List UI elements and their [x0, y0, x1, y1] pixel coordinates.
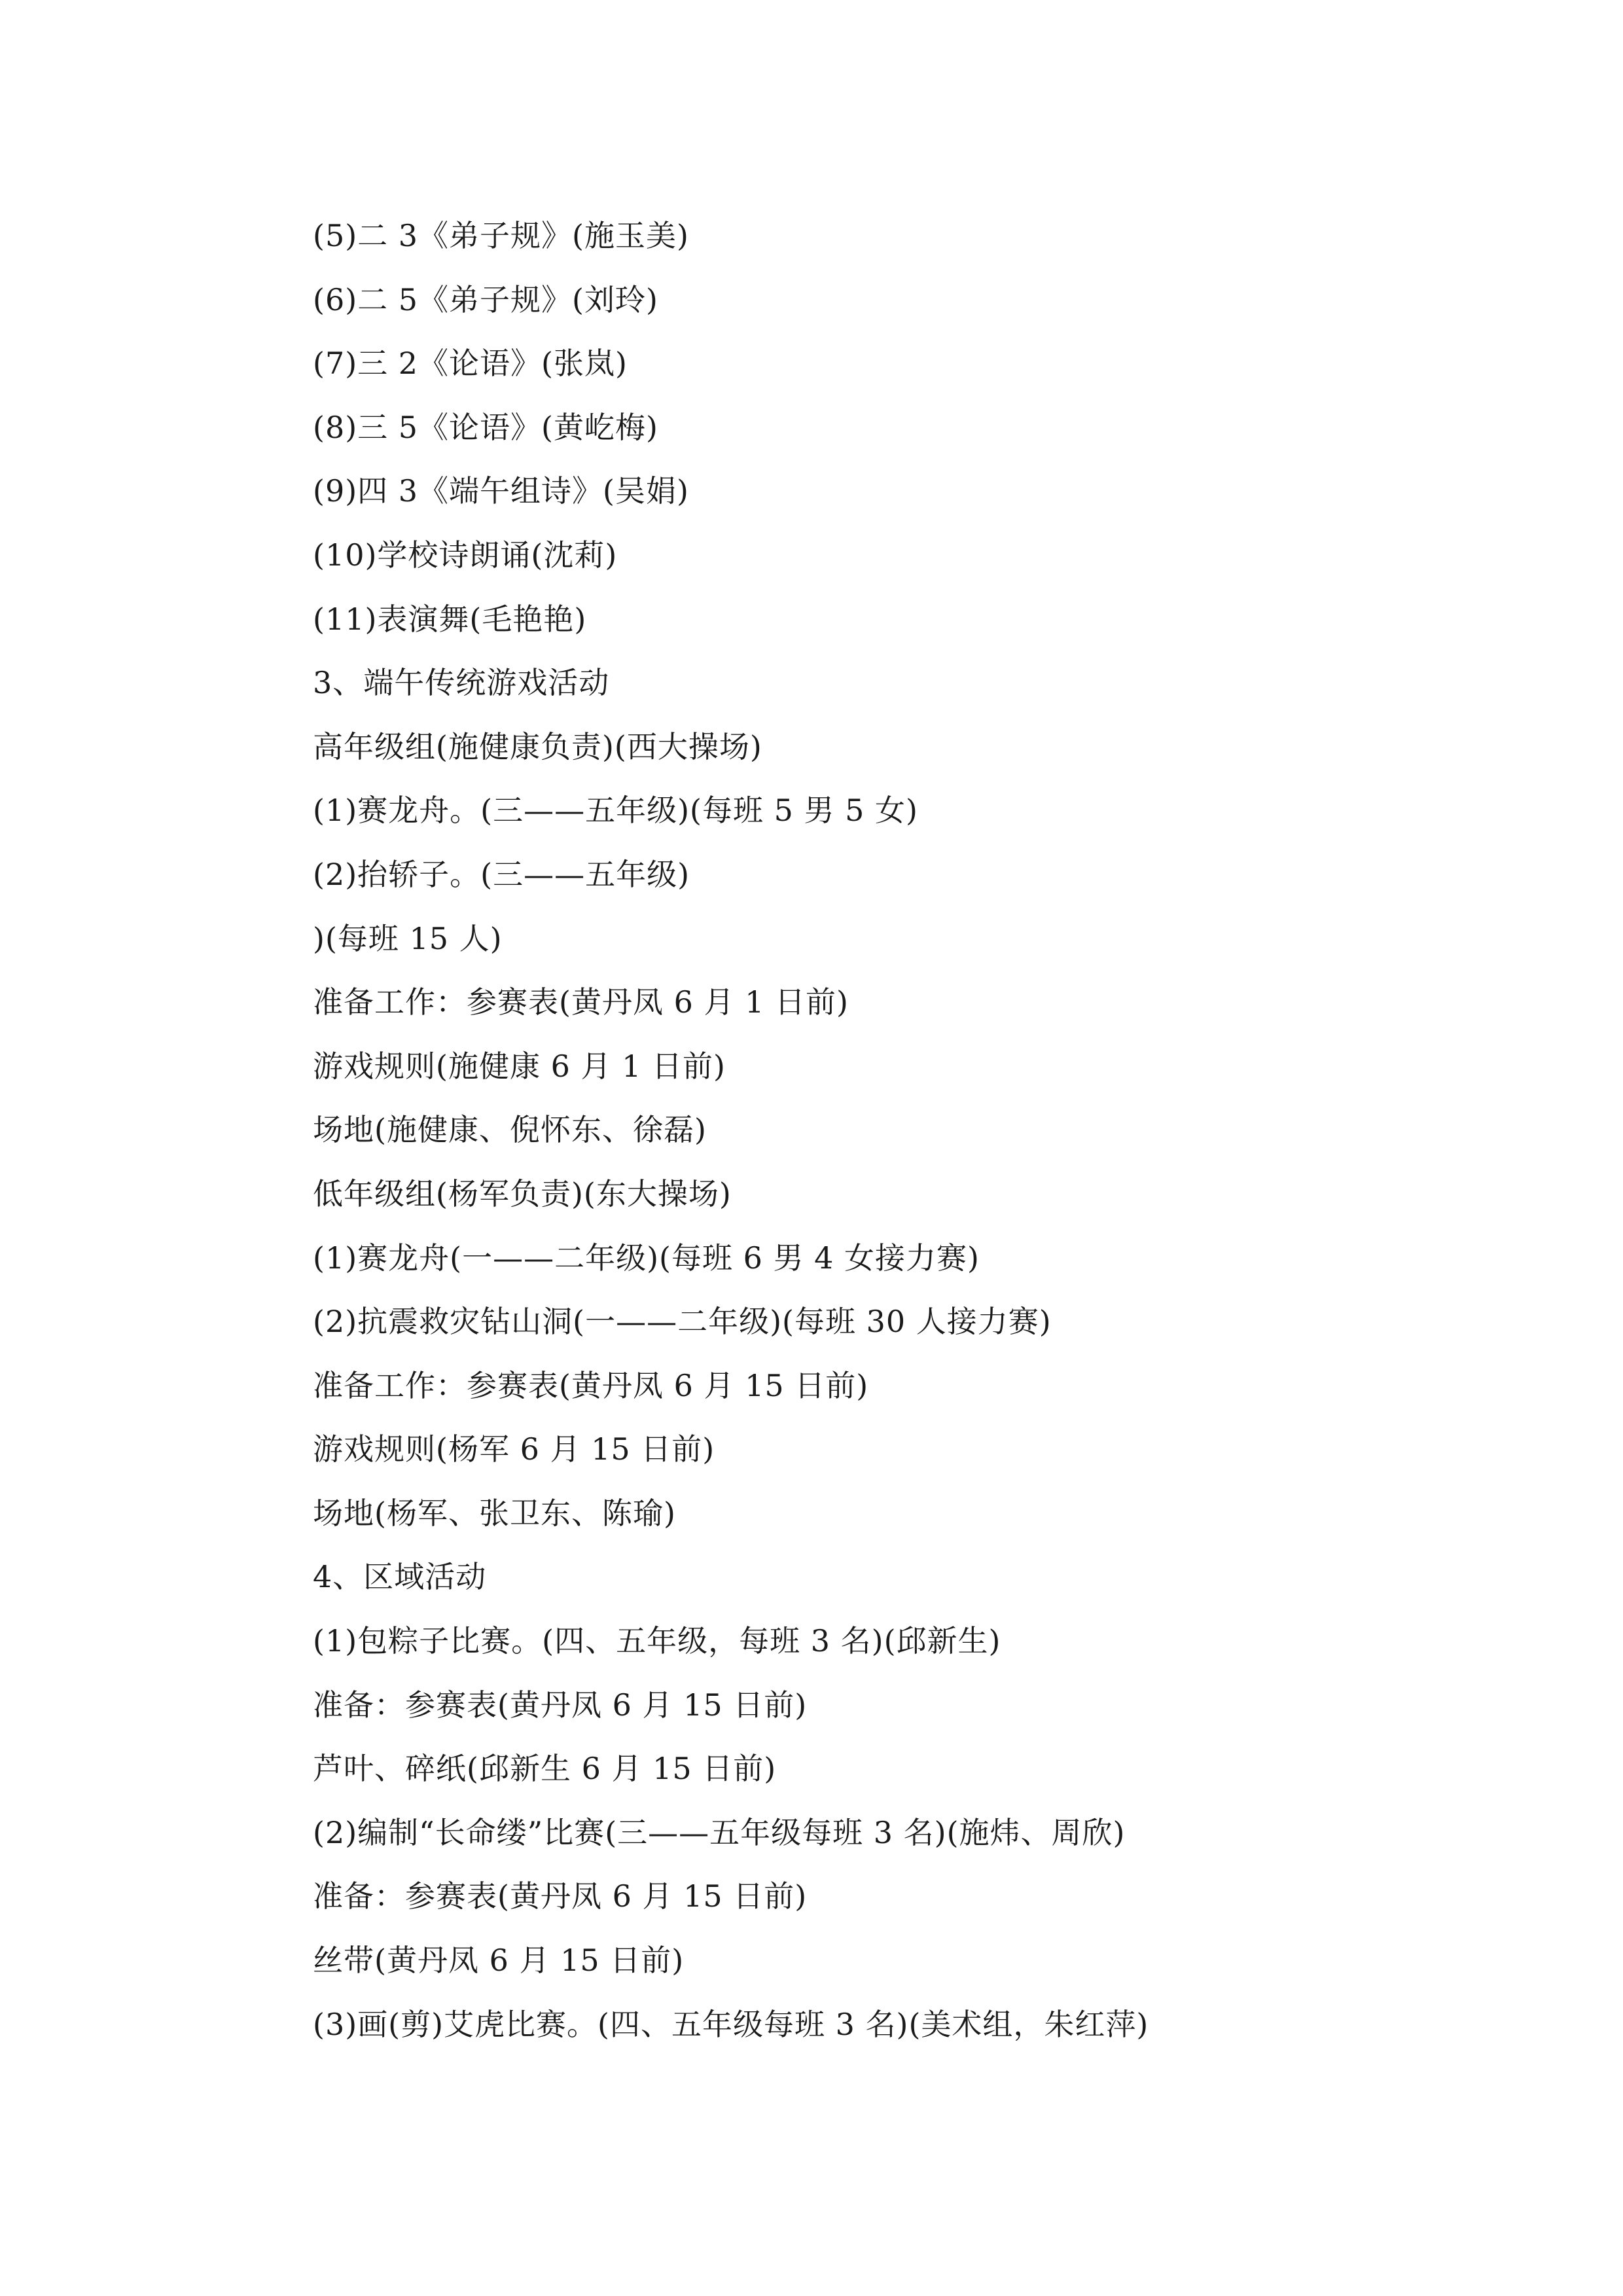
junior-game-2: (2)抗震救灾钻山洞(一——二年级)(每班 30 人接力赛) — [313, 1304, 1052, 1340]
area-activity-1-preparation: 准备：参赛表(黄丹凤 6 月 15 日前) — [313, 1687, 808, 1723]
senior-game-1: (1)赛龙舟。(三——五年级)(每班 5 男 5 女) — [313, 793, 918, 829]
program-item-5: (5)二 3《弟子规》(施玉美) — [313, 218, 689, 253]
area-activity-2-materials: 丝带(黄丹凤 6 月 15 日前) — [313, 1943, 685, 1979]
area-activity-1-materials: 芦叶、碎纸(邱新生 6 月 15 日前) — [313, 1751, 777, 1787]
program-item-10: (10)学校诗朗诵(沈莉) — [313, 537, 618, 573]
section-heading-area-activities: 4、区域活动 — [313, 1559, 487, 1595]
junior-game-1: (1)赛龙舟(一——二年级)(每班 6 男 4 女接力赛) — [313, 1240, 980, 1276]
program-item-11: (11)表演舞(毛艳艳) — [313, 601, 587, 637]
program-item-8: (8)三 5《论语》(黄屹梅) — [313, 409, 658, 445]
senior-group-heading: 高年级组(施健康负责)(西大操场) — [313, 728, 762, 764]
senior-venue: 场地(施健康、倪怀东、徐磊) — [313, 1112, 707, 1148]
junior-group-heading: 低年级组(杨军负责)(东大操场) — [313, 1175, 732, 1211]
junior-venue: 场地(杨军、张卫东、陈瑜) — [313, 1495, 676, 1531]
junior-preparation: 准备工作：参赛表(黄丹凤 6 月 15 日前) — [313, 1367, 869, 1403]
program-item-6: (6)二 5《弟子规》(刘玲) — [313, 281, 658, 317]
program-item-9: (9)四 3《端午组诗》(吴娟) — [313, 473, 689, 509]
document-body — [313, 204, 1425, 2056]
area-activity-3: (3)画(剪)艾虎比赛。(四、五年级每班 3 名)(美术组，朱红萍) — [313, 2006, 1149, 2042]
senior-game-2-quota: )(每班 15 人) — [313, 920, 503, 956]
section-heading-games: 3、端午传统游戏活动 — [313, 665, 610, 701]
area-activity-1: (1)包粽子比赛。(四、五年级，每班 3 名)(邱新生) — [313, 1623, 1001, 1659]
senior-preparation: 准备工作：参赛表(黄丹凤 6 月 1 日前) — [313, 984, 849, 1020]
area-activity-2: (2)编制“长命缕”比赛(三——五年级每班 3 名)(施炜、周欣) — [313, 1814, 1126, 1850]
junior-rules: 游戏规则(杨军 6 月 15 日前) — [313, 1431, 715, 1467]
senior-rules: 游戏规则(施健康 6 月 1 日前) — [313, 1048, 726, 1084]
senior-game-2: (2)抬轿子。(三——五年级) — [313, 856, 690, 892]
area-activity-2-preparation: 准备：参赛表(黄丹凤 6 月 15 日前) — [313, 1878, 808, 1914]
program-item-7: (7)三 2《论语》(张岚) — [313, 346, 628, 382]
